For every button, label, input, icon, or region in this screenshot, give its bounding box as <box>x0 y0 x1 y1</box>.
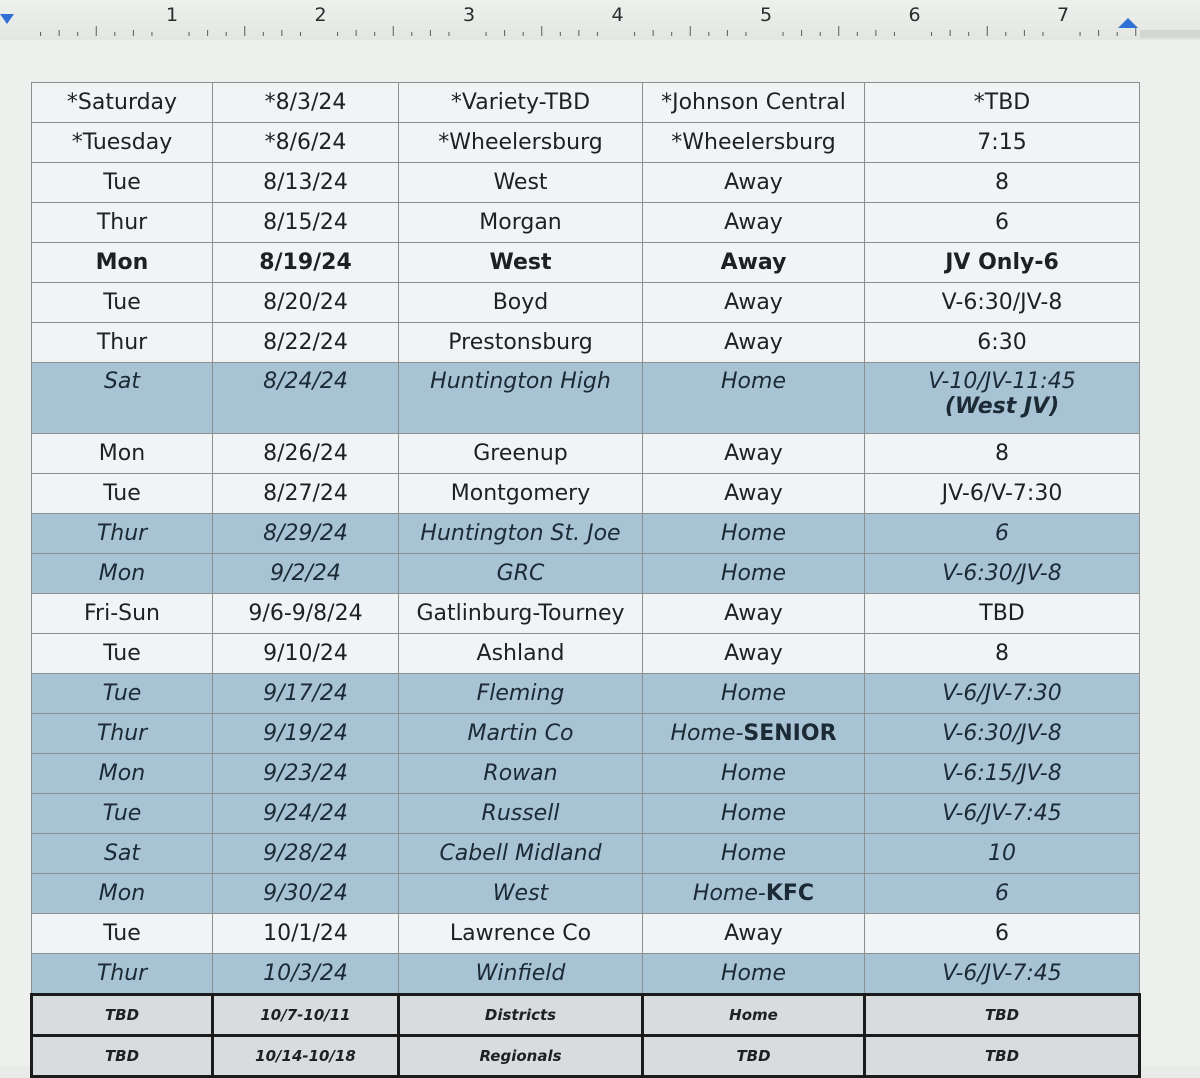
day-text: Tue <box>103 921 141 946</box>
day-text: TBD <box>104 1047 140 1065</box>
table-row <box>32 674 1140 714</box>
table-row <box>32 243 1140 283</box>
table-row <box>32 474 1140 514</box>
date-cell[interactable] <box>213 243 399 283</box>
table-row <box>32 203 1140 243</box>
date-text: 9/24/24 <box>263 801 348 826</box>
time-cell[interactable] <box>865 714 1140 754</box>
date-text: 8/26/24 <box>263 441 348 466</box>
location-text: Home- <box>692 881 766 906</box>
location-cell[interactable] <box>643 834 865 874</box>
location-cell[interactable] <box>643 243 865 283</box>
table-row <box>32 954 1140 995</box>
opponent-cell[interactable] <box>399 634 643 674</box>
date-text: *8/3/24 <box>264 90 347 115</box>
opponent-cell[interactable] <box>399 163 643 203</box>
table-row <box>32 834 1140 874</box>
opponent-cell[interactable] <box>399 794 643 834</box>
date-text: 8/29/24 <box>263 521 348 546</box>
date-text: 9/17/24 <box>263 681 348 706</box>
day-cell[interactable] <box>32 83 213 123</box>
time-cell[interactable] <box>865 995 1140 1036</box>
day-cell[interactable] <box>32 363 213 434</box>
date-cell[interactable] <box>213 674 399 714</box>
table-row <box>32 874 1140 914</box>
opponent-text: Ashland <box>476 641 565 666</box>
opponent-cell[interactable] <box>399 83 643 123</box>
time-text: 8 <box>995 170 1009 195</box>
date-cell[interactable] <box>213 554 399 594</box>
day-text: Mon <box>98 761 146 786</box>
date-text: 10/14-10/18 <box>255 1047 356 1065</box>
date-cell[interactable] <box>213 514 399 554</box>
location-text: Away <box>724 330 783 355</box>
day-text: Tue <box>103 290 141 315</box>
table-row <box>32 283 1140 323</box>
location-cell[interactable] <box>643 283 865 323</box>
time-cell[interactable] <box>865 674 1140 714</box>
date-text: 10/3/24 <box>263 961 348 986</box>
ruler-number: 2 <box>314 4 327 26</box>
day-cell[interactable] <box>32 323 213 363</box>
opponent-cell[interactable] <box>399 283 643 323</box>
time-text: V-6:30/JV-8 <box>941 290 1063 315</box>
day-text: Thur <box>96 330 148 355</box>
location-text: Away <box>724 641 783 666</box>
time-text: 6 <box>995 521 1009 546</box>
time-note-text: (West JV) <box>944 394 1060 419</box>
time-cell[interactable] <box>865 323 1140 363</box>
opponent-text: Winfield <box>475 961 566 986</box>
date-cell[interactable] <box>213 834 399 874</box>
time-cell[interactable] <box>865 874 1140 914</box>
location-cell[interactable] <box>643 1036 865 1077</box>
date-text: 9/19/24 <box>263 721 348 746</box>
time-text: 6:30 <box>977 330 1027 355</box>
location-cell[interactable] <box>643 123 865 163</box>
day-text: Tue <box>102 801 142 826</box>
location-cell[interactable] <box>643 754 865 794</box>
time-text: 6 <box>995 881 1009 906</box>
location-text: Away <box>724 210 783 235</box>
day-text: Thur <box>96 721 148 746</box>
time-cell[interactable] <box>865 1036 1140 1077</box>
time-cell[interactable] <box>865 594 1140 634</box>
opponent-text: Montgomery <box>450 481 591 506</box>
location-text: Away <box>724 601 783 626</box>
date-text: 9/23/24 <box>263 761 348 786</box>
opponent-cell[interactable] <box>399 754 643 794</box>
day-text: *Saturday <box>66 90 178 115</box>
date-cell[interactable] <box>213 83 399 123</box>
time-text: *TBD <box>973 90 1031 115</box>
day-text: Tue <box>103 481 141 506</box>
day-text: Tue <box>103 170 141 195</box>
opponent-text: West <box>493 170 548 195</box>
location-cell[interactable] <box>643 554 865 594</box>
date-text: 8/22/24 <box>263 330 348 355</box>
opponent-text: Boyd <box>492 290 549 315</box>
table-row <box>32 83 1140 123</box>
day-text: Thur <box>96 961 148 986</box>
date-text: 9/2/24 <box>270 561 341 586</box>
time-cell[interactable] <box>865 634 1140 674</box>
day-text: Tue <box>103 641 141 666</box>
opponent-text: Regionals <box>479 1047 562 1065</box>
date-text: *8/6/24 <box>264 130 347 155</box>
opponent-cell[interactable] <box>399 714 643 754</box>
time-text: V-6:15/JV-8 <box>942 761 1062 786</box>
day-cell[interactable] <box>32 954 213 995</box>
day-text: Mon <box>98 441 146 466</box>
opponent-text: Greenup <box>473 441 568 466</box>
date-text: 10/1/24 <box>263 921 348 946</box>
time-cell[interactable] <box>865 914 1140 954</box>
document-page <box>0 40 1200 1066</box>
date-cell[interactable] <box>213 323 399 363</box>
date-cell[interactable] <box>213 594 399 634</box>
location-cell[interactable] <box>643 634 865 674</box>
date-text: 9/6-9/8/24 <box>248 601 363 626</box>
date-cell[interactable] <box>213 123 399 163</box>
time-cell[interactable] <box>865 514 1140 554</box>
opponent-cell[interactable] <box>399 203 643 243</box>
location-text: Away <box>724 481 783 506</box>
table-row <box>32 163 1140 203</box>
date-cell[interactable] <box>213 474 399 514</box>
date-text: 8/15/24 <box>263 210 348 235</box>
date-cell[interactable] <box>213 874 399 914</box>
opponent-text: Fleming <box>476 681 565 706</box>
location-cell[interactable] <box>643 83 865 123</box>
time-text: 8 <box>995 641 1009 666</box>
location-text: Away <box>724 290 783 315</box>
table-row <box>32 434 1140 474</box>
day-text: Mon <box>98 561 146 586</box>
day-text: *Tuesday <box>71 130 173 155</box>
table-row <box>32 794 1140 834</box>
date-cell[interactable] <box>213 995 399 1036</box>
day-cell[interactable] <box>32 474 213 514</box>
date-text: 8/24/24 <box>263 369 348 394</box>
location-cell[interactable] <box>643 434 865 474</box>
location-text: Away <box>724 441 783 466</box>
date-text: 8/13/24 <box>263 170 348 195</box>
date-cell[interactable] <box>213 363 399 434</box>
day-cell[interactable] <box>32 203 213 243</box>
day-cell[interactable] <box>32 914 213 954</box>
location-cell[interactable] <box>643 594 865 634</box>
opponent-text: Martin Co <box>467 721 574 746</box>
day-text: Sat <box>103 369 141 394</box>
table-row <box>32 514 1140 554</box>
location-cell[interactable] <box>643 323 865 363</box>
schedule-table <box>30 82 1141 1078</box>
opponent-cell[interactable] <box>399 554 643 594</box>
date-text: 8/20/24 <box>263 290 348 315</box>
date-cell[interactable] <box>213 1036 399 1077</box>
date-cell[interactable] <box>213 163 399 203</box>
ruler-number: 3 <box>462 4 476 26</box>
date-cell[interactable] <box>213 714 399 754</box>
opponent-text: Russell <box>481 801 560 826</box>
opponent-text: Cabell Midland <box>439 841 602 866</box>
time-cell[interactable] <box>865 83 1140 123</box>
day-text: Thur <box>96 210 148 235</box>
table-row <box>32 1036 1140 1077</box>
time-text: V-6:30/JV-8 <box>942 721 1062 746</box>
date-text: 10/7-10/11 <box>260 1006 351 1024</box>
table-row <box>32 995 1140 1036</box>
opponent-text: Prestonsburg <box>448 330 593 355</box>
day-text: Fri-Sun <box>83 601 160 626</box>
opponent-cell[interactable] <box>399 474 643 514</box>
location-text: Home <box>721 801 786 826</box>
location-text: Home- <box>670 721 744 746</box>
day-text: TBD <box>104 1006 140 1024</box>
time-cell[interactable] <box>865 203 1140 243</box>
location-cell[interactable] <box>643 794 865 834</box>
right-indent-marker-icon[interactable] <box>1118 18 1138 28</box>
opponent-cell[interactable] <box>399 363 643 434</box>
table-row <box>32 754 1140 794</box>
opponent-cell[interactable] <box>399 954 643 995</box>
time-text: 10 <box>988 841 1016 866</box>
time-text: 8 <box>995 441 1009 466</box>
location-emphasis-text: KFC <box>765 881 815 906</box>
horizontal-ruler[interactable] <box>0 0 1200 41</box>
table-row <box>32 634 1140 674</box>
time-cell[interactable] <box>865 474 1140 514</box>
location-text: Home <box>721 761 786 786</box>
location-text: Home <box>721 561 786 586</box>
day-text: Mon <box>95 250 149 275</box>
location-cell[interactable] <box>643 714 865 754</box>
opponent-cell[interactable] <box>399 323 643 363</box>
opponent-text: *Variety-TBD <box>450 90 591 115</box>
day-cell[interactable] <box>32 123 213 163</box>
opponent-text: Gatlinburg-Tourney <box>416 601 625 626</box>
time-cell[interactable] <box>865 163 1140 203</box>
ruler-number: 5 <box>759 4 773 26</box>
opponent-cell[interactable] <box>399 1036 643 1077</box>
time-text: 6 <box>995 210 1009 235</box>
opponent-cell[interactable] <box>399 674 643 714</box>
location-cell[interactable] <box>643 954 865 995</box>
opponent-cell[interactable] <box>399 514 643 554</box>
opponent-cell[interactable] <box>399 243 643 283</box>
opponent-cell[interactable] <box>399 914 643 954</box>
location-cell[interactable] <box>643 363 865 434</box>
opponent-cell[interactable] <box>399 594 643 634</box>
day-cell[interactable] <box>32 163 213 203</box>
location-text: Home <box>721 369 786 394</box>
location-text: *Johnson Central <box>661 90 846 115</box>
time-text: JV-6/V-7:30 <box>941 481 1063 506</box>
date-text: 9/10/24 <box>263 641 348 666</box>
location-text: Home <box>721 521 786 546</box>
location-cell[interactable] <box>643 914 865 954</box>
ruler-number: 6 <box>908 4 921 26</box>
day-cell[interactable] <box>32 554 213 594</box>
right-margin-shade <box>1140 30 1200 38</box>
opponent-cell[interactable] <box>399 834 643 874</box>
time-text: TBD <box>984 1006 1020 1024</box>
ruler-number: 7 <box>1056 4 1070 26</box>
time-cell[interactable] <box>865 283 1140 323</box>
time-text: V-6/JV-7:30 <box>942 681 1062 706</box>
left-indent-marker-icon[interactable] <box>0 14 14 24</box>
date-cell[interactable] <box>213 634 399 674</box>
table-row <box>32 323 1140 363</box>
time-text: TBD <box>979 601 1025 626</box>
date-cell[interactable] <box>213 754 399 794</box>
location-cell[interactable] <box>643 674 865 714</box>
location-cell[interactable] <box>643 203 865 243</box>
time-cell[interactable] <box>865 123 1140 163</box>
location-emphasis-text: SENIOR <box>743 721 837 746</box>
table-row <box>32 594 1140 634</box>
ruler-number: 4 <box>611 4 624 26</box>
opponent-text: Rowan <box>483 761 558 786</box>
day-cell[interactable] <box>32 634 213 674</box>
date-cell[interactable] <box>213 203 399 243</box>
day-cell[interactable] <box>32 995 213 1036</box>
opponent-text: West <box>492 881 549 906</box>
day-text: Mon <box>98 881 146 906</box>
ruler-number: 1 <box>165 4 179 26</box>
day-cell[interactable] <box>32 243 213 283</box>
opponent-text: Districts <box>484 1006 557 1024</box>
opponent-text: GRC <box>496 561 545 586</box>
day-cell[interactable] <box>32 434 213 474</box>
location-cell[interactable] <box>643 163 865 203</box>
opponent-text: Lawrence Co <box>449 921 592 946</box>
date-cell[interactable] <box>213 914 399 954</box>
date-text: 9/28/24 <box>263 841 348 866</box>
time-text: V-6/JV-7:45 <box>942 961 1062 986</box>
ruler-ticks <box>0 0 1200 40</box>
time-text: V-6/JV-7:45 <box>942 801 1062 826</box>
location-text: Away <box>720 250 787 275</box>
opponent-cell[interactable] <box>399 874 643 914</box>
day-cell[interactable] <box>32 283 213 323</box>
location-text: Home <box>729 1006 778 1024</box>
opponent-text: Huntington St. Joe <box>420 521 621 546</box>
date-text: 8/27/24 <box>263 481 348 506</box>
location-text: Home <box>721 961 786 986</box>
time-text: TBD <box>984 1047 1020 1065</box>
location-cell[interactable] <box>643 995 865 1036</box>
time-cell[interactable] <box>865 363 1140 434</box>
time-cell[interactable] <box>865 794 1140 834</box>
table-row <box>32 123 1140 163</box>
time-cell[interactable] <box>865 754 1140 794</box>
opponent-text: Huntington High <box>430 369 611 394</box>
day-text: Sat <box>103 841 141 866</box>
date-cell[interactable] <box>213 283 399 323</box>
time-text: V-6:30/JV-8 <box>942 561 1062 586</box>
day-cell[interactable] <box>32 834 213 874</box>
time-text: 6 <box>995 921 1009 946</box>
opponent-cell[interactable] <box>399 434 643 474</box>
date-cell[interactable] <box>213 434 399 474</box>
opponent-text: West <box>489 250 552 275</box>
date-cell[interactable] <box>213 794 399 834</box>
table-row <box>32 554 1140 594</box>
date-cell[interactable] <box>213 954 399 995</box>
day-cell[interactable] <box>32 514 213 554</box>
day-cell[interactable] <box>32 674 213 714</box>
opponent-text: *Wheelersburg <box>438 130 603 155</box>
date-text: 9/30/24 <box>263 881 348 906</box>
time-cell[interactable] <box>865 434 1140 474</box>
location-cell[interactable] <box>643 874 865 914</box>
location-text: Away <box>724 170 783 195</box>
location-text: Home <box>721 841 786 866</box>
opponent-cell[interactable] <box>399 995 643 1036</box>
location-text: *Wheelersburg <box>671 130 836 155</box>
opponent-cell[interactable] <box>399 123 643 163</box>
day-text: Tue <box>102 681 142 706</box>
table-row <box>32 714 1140 754</box>
time-cell[interactable] <box>865 554 1140 594</box>
location-text: Home <box>721 681 786 706</box>
location-cell[interactable] <box>643 514 865 554</box>
day-cell[interactable] <box>32 714 213 754</box>
time-cell[interactable] <box>865 834 1140 874</box>
location-cell[interactable] <box>643 474 865 514</box>
opponent-text: Morgan <box>479 210 562 235</box>
time-cell[interactable] <box>865 954 1140 995</box>
table-row <box>32 914 1140 954</box>
location-text: Away <box>724 921 783 946</box>
time-text: JV Only-6 <box>945 250 1059 275</box>
date-text: 8/19/24 <box>259 250 352 275</box>
location-text: TBD <box>736 1047 771 1065</box>
day-cell[interactable] <box>32 794 213 834</box>
day-cell[interactable] <box>32 594 213 634</box>
day-cell[interactable] <box>32 754 213 794</box>
table-row <box>32 363 1140 434</box>
time-cell[interactable] <box>865 243 1140 283</box>
time-text: V-10/JV-11:45 <box>928 369 1076 394</box>
day-text: Thur <box>96 521 148 546</box>
day-cell[interactable] <box>32 1036 213 1077</box>
day-cell[interactable] <box>32 874 213 914</box>
time-text: 7:15 <box>977 130 1027 155</box>
